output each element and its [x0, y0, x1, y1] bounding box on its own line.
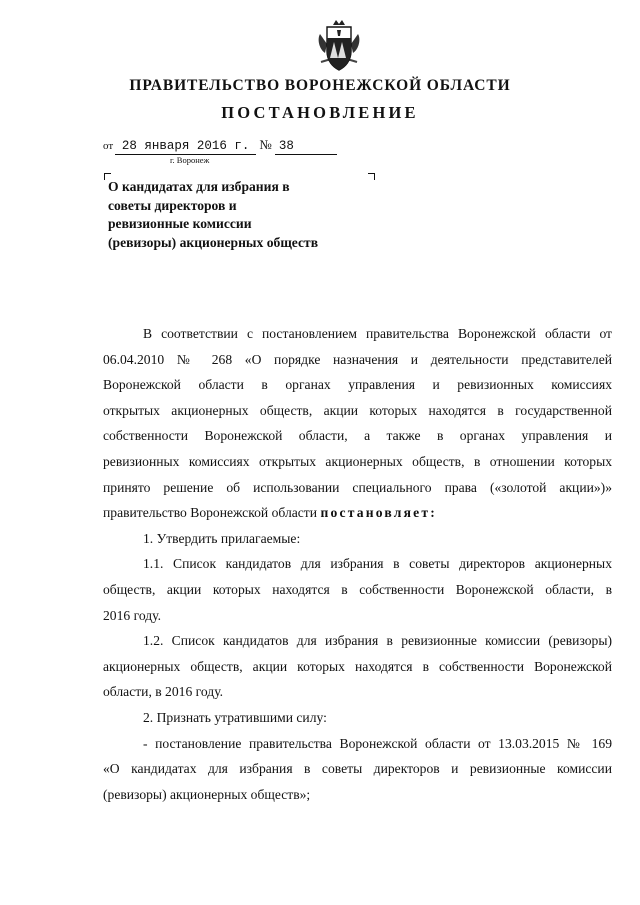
body-line: акционерных обществ, акции которых находятся в собственности Воронежской: [103, 658, 612, 674]
body-line: 2. Признать утратившими силу:: [143, 709, 327, 725]
date-prefix: от: [103, 140, 114, 152]
body-line: ревизионных комиссиях открытых акционерных обществ, в отношении которых: [103, 453, 612, 469]
body-line: обществ, акции которых находятся в собственности Воронежской области, в: [103, 581, 612, 597]
body-line: 06.04.2010 № 268 «О порядке назначения и деятельности представителей: [103, 351, 612, 367]
body-line: - постановление правительства Воронежской области от 13.03.2015 № 169: [143, 735, 612, 751]
subject-line: О кандидатах для избрания в: [108, 179, 290, 194]
subject-line: (ревизоры) акционерных обществ: [108, 234, 319, 250]
body-line-text: правительство Воронежской области: [103, 505, 318, 521]
document-date: 28 января 2016 г.: [115, 139, 256, 155]
body-line: собственности Воронежской области, а также в органах управления и: [103, 428, 612, 444]
subject-line: советы директоров и: [108, 197, 237, 213]
date-number-row: [103, 137, 337, 155]
document-type-title: ПОСТАНОВЛЕНИЕ: [221, 103, 419, 122]
body-line: (ревизоры) акционерных обществ»;: [103, 786, 311, 802]
city-label: г. Воронеж: [170, 155, 210, 165]
body-line: «О кандидатах для избрания в советы директоров и ревизионные комиссии: [103, 761, 612, 777]
body-line: области, в 2016 году.: [103, 684, 224, 700]
body-line: 2016 году.: [103, 607, 161, 623]
body-line: В соответствии с постановлением правительства Воронежской области от: [143, 326, 612, 341]
decree-word: постановляет:: [320, 505, 438, 521]
body-line: открытых акционерных обществ, акции которых находятся в государственной: [103, 402, 612, 418]
document-body: [103, 321, 612, 807]
document-number: 38: [275, 139, 337, 155]
body-line: [103, 500, 612, 526]
subject-line: ревизионные комиссии: [108, 216, 252, 231]
body-line: 1.1. Список кандидатов для избрания в советы директоров акционерных: [143, 556, 612, 572]
body-line: 1.2. Список кандидатов для избрания в ревизионные комиссии (ревизоры): [143, 633, 612, 649]
body-line: принято решение об использовании специального права («золотой акции»)»: [103, 479, 612, 495]
body-line: Воронежской области в органах управления и ревизионных комиссиях: [103, 377, 612, 393]
body-line: 1. Утвердить прилагаемые:: [143, 530, 301, 546]
number-prefix: №: [259, 137, 272, 152]
document-subject: [108, 178, 378, 252]
coat-of-arms-icon: [316, 18, 362, 74]
organization-title: ПРАВИТЕЛЬСТВО ВОРОНЕЖСКОЙ ОБЛАСТИ: [129, 77, 511, 94]
